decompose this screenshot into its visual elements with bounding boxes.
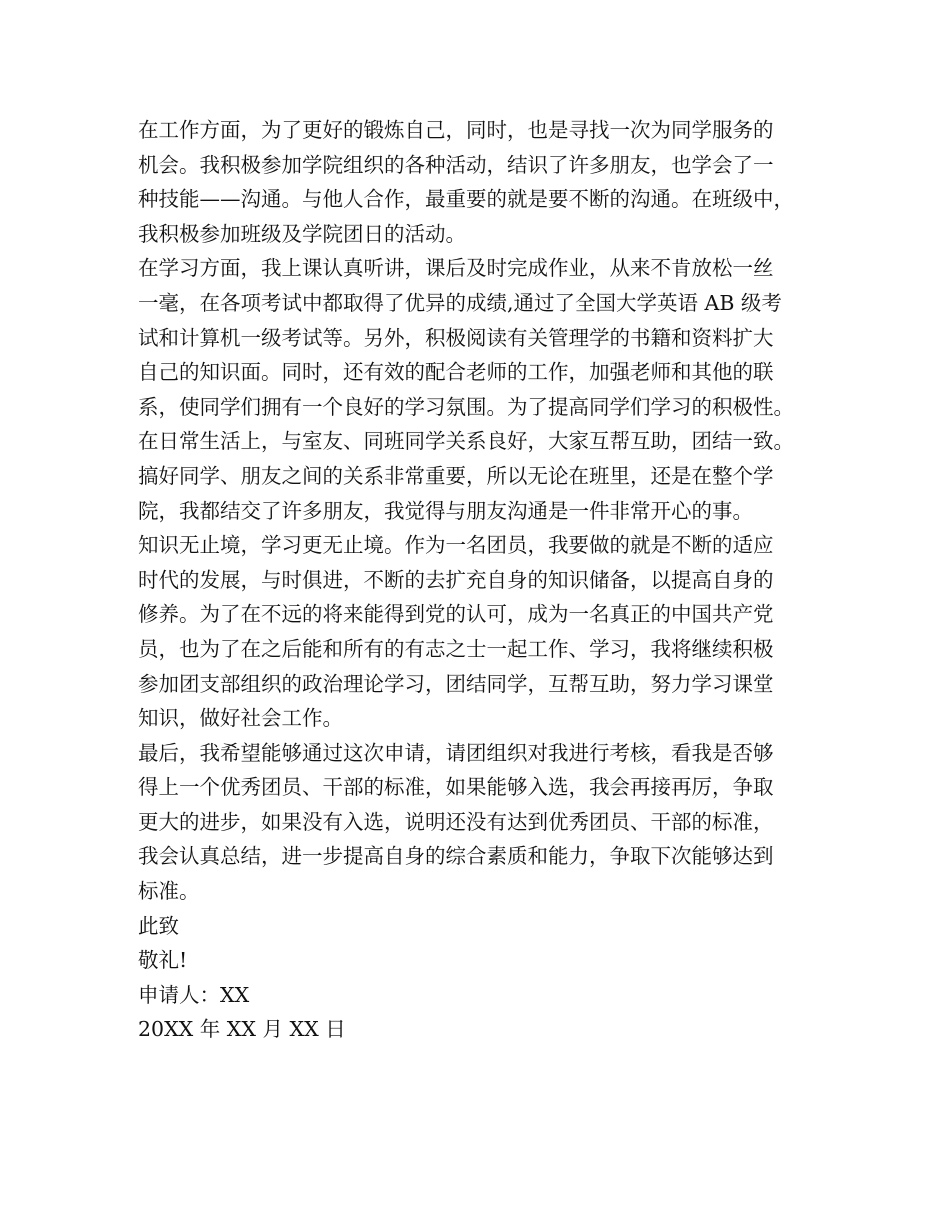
- applicant-signature: 申请人：XX: [138, 982, 250, 1007]
- closing-regards: 敬礼!: [138, 948, 188, 973]
- text-line: 更大的进步，如果没有入选，说明还没有达到优秀团员、干部的标准，: [138, 809, 774, 834]
- text-line: 时代的发展，与时俱进，不断的去扩充自身的知识储备，以提高自身的: [138, 567, 774, 592]
- text-line: 得上一个优秀团员、干部的标准，如果能够入选，我会再接再厉，争取: [138, 775, 774, 800]
- document-body: [138, 113, 838, 1047]
- document-date: 20XX 年 XX 月 XX 日: [138, 1017, 346, 1042]
- text-line: 种技能——沟通。与他人合作，最重要的就是要不断的沟通。在班级中，: [138, 187, 794, 212]
- text-line: 参加团支部组织的政治理论学习，团结同学，互帮互助，努力学习课堂: [138, 671, 774, 696]
- text-line: 系，使同学们拥有一个良好的学习氛围。为了提高同学们学习的积极性。: [138, 394, 794, 419]
- text-line: 最后，我希望能够通过这次申请，请团组织对我进行考核，看我是否够: [138, 740, 774, 765]
- text-line: 知识，做好社会工作。: [138, 706, 343, 731]
- text-line: 自己的知识面。同时，还有效的配合老师的工作，加强老师和其他的联: [138, 360, 774, 385]
- text-line: 我积极参加班级及学院团日的活动。: [138, 221, 466, 246]
- text-line: 标准。: [138, 879, 200, 904]
- text-line: 试和计算机一级考试等。另外，积极阅读有关管理学的书籍和资料扩大: [138, 325, 774, 350]
- text-line: 我会认真总结，进一步提高自身的综合素质和能力，争取下次能够达到: [138, 844, 774, 869]
- text-line: 一毫，在各项考试中都取得了优异的成绩,通过了全国大学英语 AB 级考: [138, 290, 782, 315]
- text-line: 知识无止境，学习更无止境。作为一名团员，我要做的就是不断的适应: [138, 533, 774, 558]
- text-line: 在日常生活上，与室友、同班同学关系良好，大家互帮互助，团结一致。: [138, 429, 794, 454]
- text-line: 在工作方面，为了更好的锻炼自己，同时，也是寻找一次为同学服务的: [138, 118, 774, 142]
- text-line: 院，我都结交了许多朋友，我觉得与朋友沟通是一件非常开心的事。: [138, 498, 753, 523]
- closing-salutation: 此致: [138, 913, 179, 938]
- text-line: 员，也为了在之后能和所有的有志之士一起工作、学习，我将继续积极: [138, 636, 774, 661]
- text-line: 机会。我积极参加学院组织的各种活动，结识了许多朋友，也学会了一: [138, 152, 774, 177]
- text-line: 修养。为了在不远的将来能得到党的认可，成为一名真正的中国共产党: [138, 602, 774, 627]
- text-line: 在学习方面，我上课认真听讲，课后及时完成作业，从来不肯放松一丝: [138, 256, 774, 281]
- text-line: 搞好同学、朋友之间的关系非常重要，所以无论在班里，还是在整个学: [138, 463, 774, 488]
